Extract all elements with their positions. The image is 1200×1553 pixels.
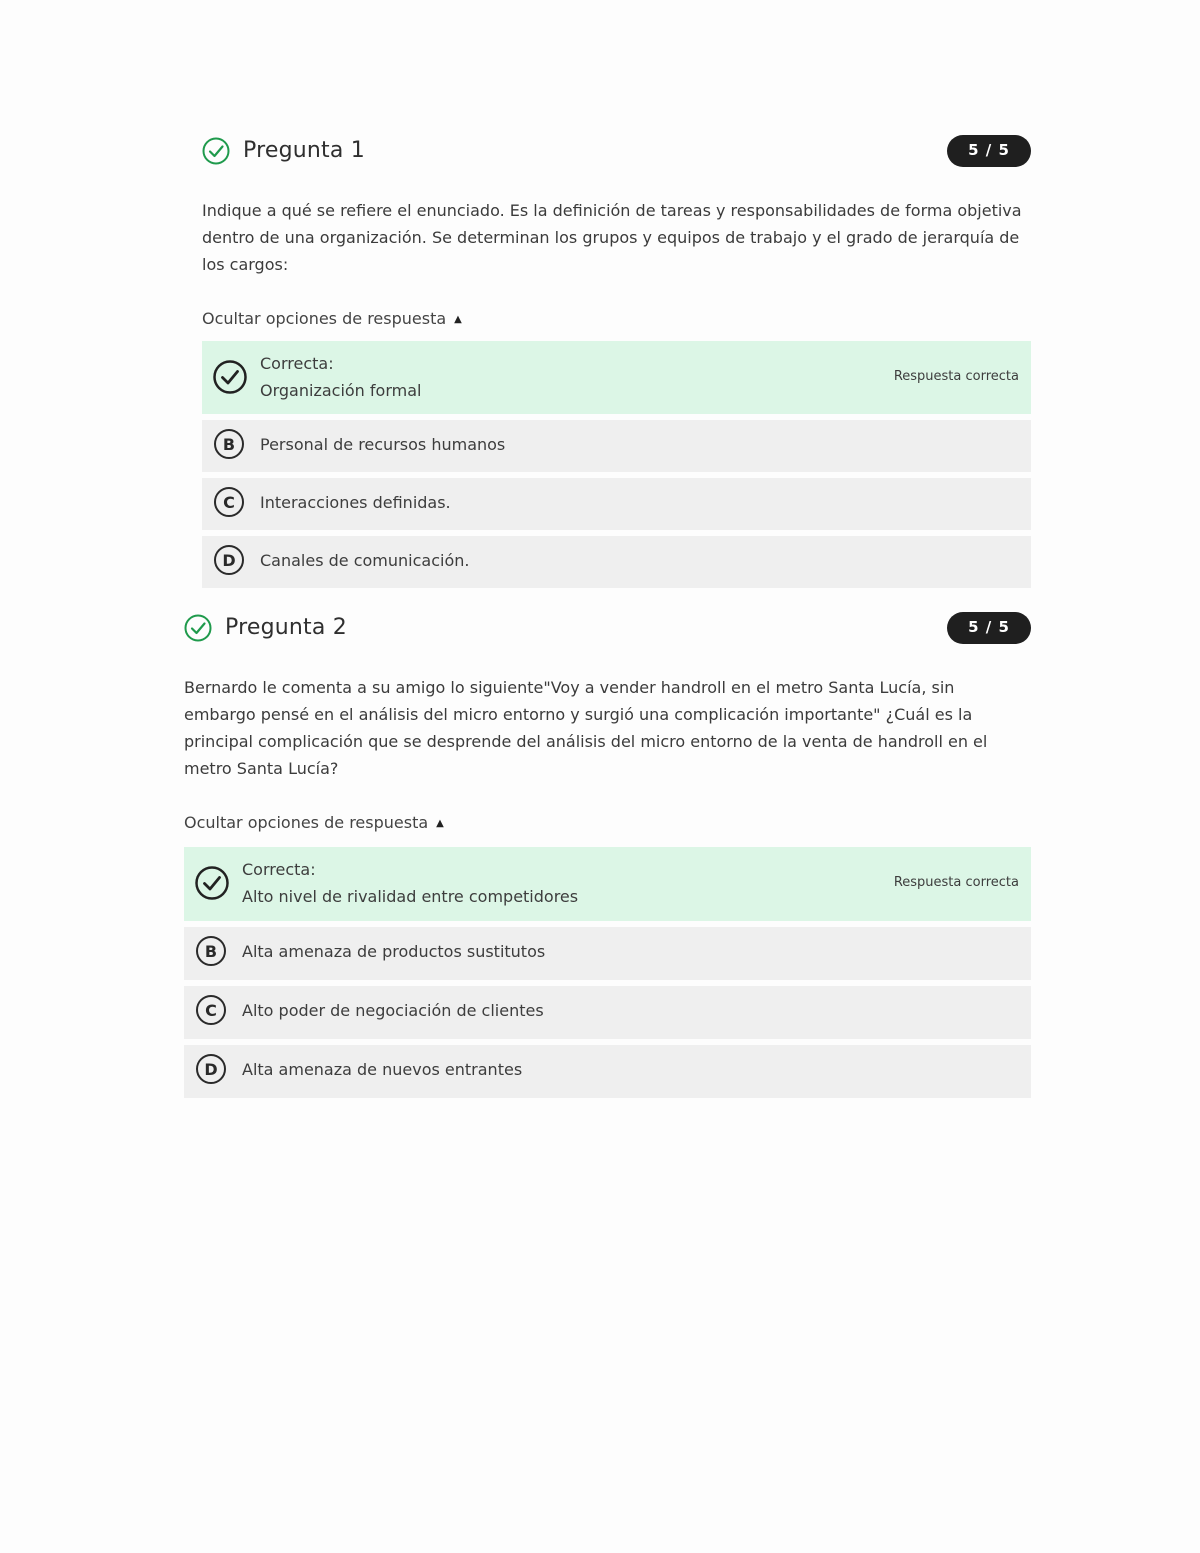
- option-correct[interactable]: [184, 847, 1031, 921]
- option-letter: B: [196, 936, 226, 966]
- option-text: Alta amenaza de productos sustitutos: [242, 942, 546, 961]
- option-text: Personal de recursos humanos: [260, 435, 506, 454]
- option-b[interactable]: [184, 927, 1031, 980]
- hide-options-toggle[interactable]: [202, 308, 462, 331]
- toggle-label: Ocultar opciones de respuesta: [202, 309, 447, 328]
- option-letter: D: [196, 1054, 226, 1084]
- option-d[interactable]: [184, 1045, 1031, 1098]
- correct-answer-text: Organización formal: [260, 381, 422, 400]
- hide-options-toggle[interactable]: [184, 812, 444, 835]
- option-letter: C: [196, 995, 226, 1025]
- check-circle-icon: [194, 865, 230, 901]
- question-text: Indique a qué se refiere el enunciado. Es la definición de tareas y responsabilidades de forma objetiva dentro de una organización. Se determinan los grupos y equipos de trabajo y el grado de jerarquía de los cargos:: [202, 201, 1022, 274]
- option-letter: C: [214, 487, 244, 517]
- question-title: Pregunta 2: [225, 615, 347, 640]
- option-b[interactable]: [202, 420, 1031, 472]
- score-badge: 5 / 5: [947, 612, 1031, 644]
- option-correct[interactable]: [202, 341, 1031, 414]
- answer-options: [202, 341, 1031, 588]
- answer-options: [184, 847, 1031, 1098]
- caret-up-icon: ▲: [454, 314, 462, 325]
- question-header: [202, 135, 1031, 167]
- option-d[interactable]: [202, 536, 1031, 588]
- correct-answer-text: Alto nivel de rivalidad entre competidores: [242, 887, 579, 906]
- option-c[interactable]: [202, 478, 1031, 530]
- caret-up-icon: ▲: [436, 818, 444, 829]
- option-c[interactable]: [184, 986, 1031, 1039]
- toggle-label: Ocultar opciones de respuesta: [184, 813, 429, 832]
- option-text: Alto poder de negociación de clientes: [242, 1001, 544, 1020]
- question-text: Bernardo le comenta a su amigo lo siguiente"Voy a vender handroll en el metro Santa Lucía, sin embargo pensé en el análisis del micro entorno y surgió una complicación importante" ¿Cuál es la principal complicación que se desprende del análisis del micro entorno de la venta de handroll en el metro Santa Lucía?: [184, 678, 988, 778]
- option-text: Canales de comunicación.: [260, 551, 470, 570]
- correct-label: Correcta:: [242, 860, 316, 879]
- question-2: [184, 612, 1031, 1104]
- correct-label: Correcta:: [260, 354, 334, 373]
- correct-answer-tag: Respuesta correcta: [893, 369, 1019, 384]
- question-title: Pregunta 1: [243, 138, 365, 163]
- option-text: Interacciones definidas.: [260, 493, 451, 512]
- check-circle-icon: [202, 137, 230, 165]
- check-circle-icon: [184, 614, 212, 642]
- option-letter: D: [214, 545, 244, 575]
- score-badge: 5 / 5: [947, 135, 1031, 167]
- option-letter: B: [214, 429, 244, 459]
- question-header: [184, 612, 1031, 644]
- check-circle-icon: [212, 359, 248, 395]
- question-1: [202, 135, 1031, 594]
- correct-answer-tag: Respuesta correcta: [893, 875, 1019, 890]
- option-text: Alta amenaza de nuevos entrantes: [242, 1060, 523, 1079]
